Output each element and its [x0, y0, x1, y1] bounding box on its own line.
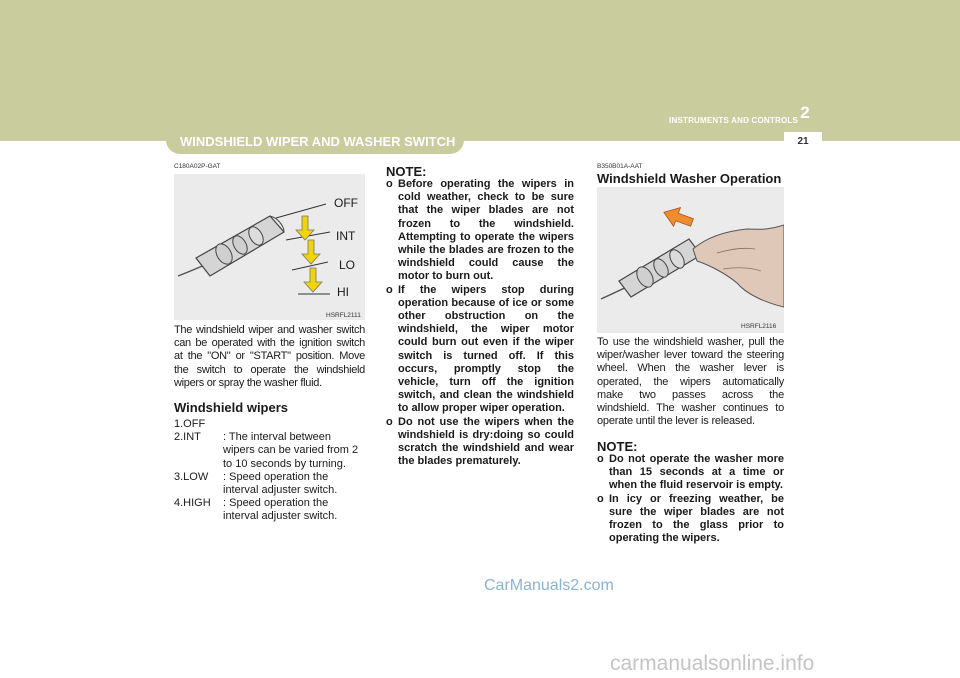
list-item-term: 1.OFF	[174, 418, 206, 430]
bullet-marker: o	[386, 283, 393, 296]
chapter-number: 2	[800, 103, 810, 122]
section-tab	[166, 130, 464, 154]
note-text: Before operating the wipers in cold weather, check to be sure that the wiper blades are not frozen to the windshield. Attempting to operate the wipers while the blades are frozen to the windshield could cause the motor to burn out.	[398, 178, 574, 283]
list-item	[597, 453, 784, 493]
bullet-marker: o	[386, 178, 393, 190]
list-item-desc: : Speed operation the interval adjuster switch.	[223, 470, 338, 497]
middle-note-heading: NOTE:	[386, 164, 427, 179]
watermark-carmanuals2[interactable]: CarManuals2.com	[484, 577, 614, 594]
watermark-carmanualsonline[interactable]: carmanualsonline.info	[610, 652, 815, 675]
label-hi: HI	[337, 285, 349, 299]
page-number: 21	[797, 136, 809, 147]
wiper-intro-text: The windshield wiper and washer switch can be operated with the ignition switch at the "ON" or "START" position. Move the switch to operate the windshield wipers or spray the washer fluid.	[174, 324, 365, 389]
right-note-heading: NOTE:	[597, 439, 638, 454]
note-text: Do not use the wipers when the windshield is dry:doing so could scratch the windshield and wear the blades prematurely.	[398, 415, 574, 468]
bullet-marker: o	[597, 453, 604, 465]
label-int: INT	[336, 229, 356, 243]
list-item	[597, 493, 784, 546]
left-figure-code: HSRFL2111	[326, 312, 361, 319]
middle-note-list	[386, 178, 574, 468]
list-item	[174, 497, 365, 523]
list-item	[386, 178, 574, 284]
right-note-list	[597, 453, 784, 545]
note-text: If the wipers stop during operation because of ice or some other obstruction on the windshield, the wiper motor could burn out even if the wiper switch is turned off. If this occurs, promptly stop the vehicle, turn off the ignition switch, and clean the windshield to allow proper wiper operation.	[398, 283, 574, 415]
list-item-desc	[223, 418, 365, 431]
list-item-term: 4.HIGH	[174, 497, 211, 510]
list-item	[174, 431, 365, 471]
wiper-positions-list	[174, 418, 365, 524]
windshield-wipers-heading: Windshield wipers	[174, 400, 289, 415]
left-section-code: C180A02P-GAT	[174, 163, 221, 170]
list-item-desc: : Speed operation the interval adjuster switch.	[223, 497, 338, 523]
right-figure-code: HSRFL2116	[741, 323, 777, 330]
list-item-term: 3.LOW	[174, 470, 209, 483]
chapter-title: INSTRUMENTS AND CONTROLS	[669, 116, 798, 125]
note-text: Do not operate the washer more than 15 seconds at a time or when the fluid reservoir is empty.	[609, 453, 784, 492]
bullet-marker: o	[597, 492, 604, 505]
bullet-marker: o	[386, 415, 393, 428]
list-item-term: 2.INT	[174, 431, 201, 444]
washer-body-text: To use the windshield washer, pull the wiper/washer lever toward the steering wheel. When the washer lever is operated, the wipers automatically make two passes across the windshield. The washer continues to operate until the lever is released.	[597, 336, 784, 428]
label-off: OFF	[334, 196, 358, 210]
list-item	[174, 471, 365, 497]
list-item	[174, 418, 365, 431]
label-lo: LO	[339, 258, 356, 272]
list-item	[386, 284, 574, 416]
washer-lever-figure	[597, 187, 784, 333]
note-text: In icy or freezing weather, be sure the wiper blades are not frozen to the glass prior to operating the wipers.	[609, 492, 784, 545]
washer-operation-heading: Windshield Washer Operation	[597, 171, 782, 186]
right-section-code: B350B01A-AAT	[597, 163, 643, 170]
list-item	[386, 416, 574, 469]
washer-lever-illustration	[597, 187, 784, 333]
list-item-desc: : The interval between wipers can be varied from 2 to 10 seconds by turning.	[223, 431, 359, 470]
section-title: WINDSHIELD WIPER AND WASHER SWITCH	[180, 134, 456, 149]
